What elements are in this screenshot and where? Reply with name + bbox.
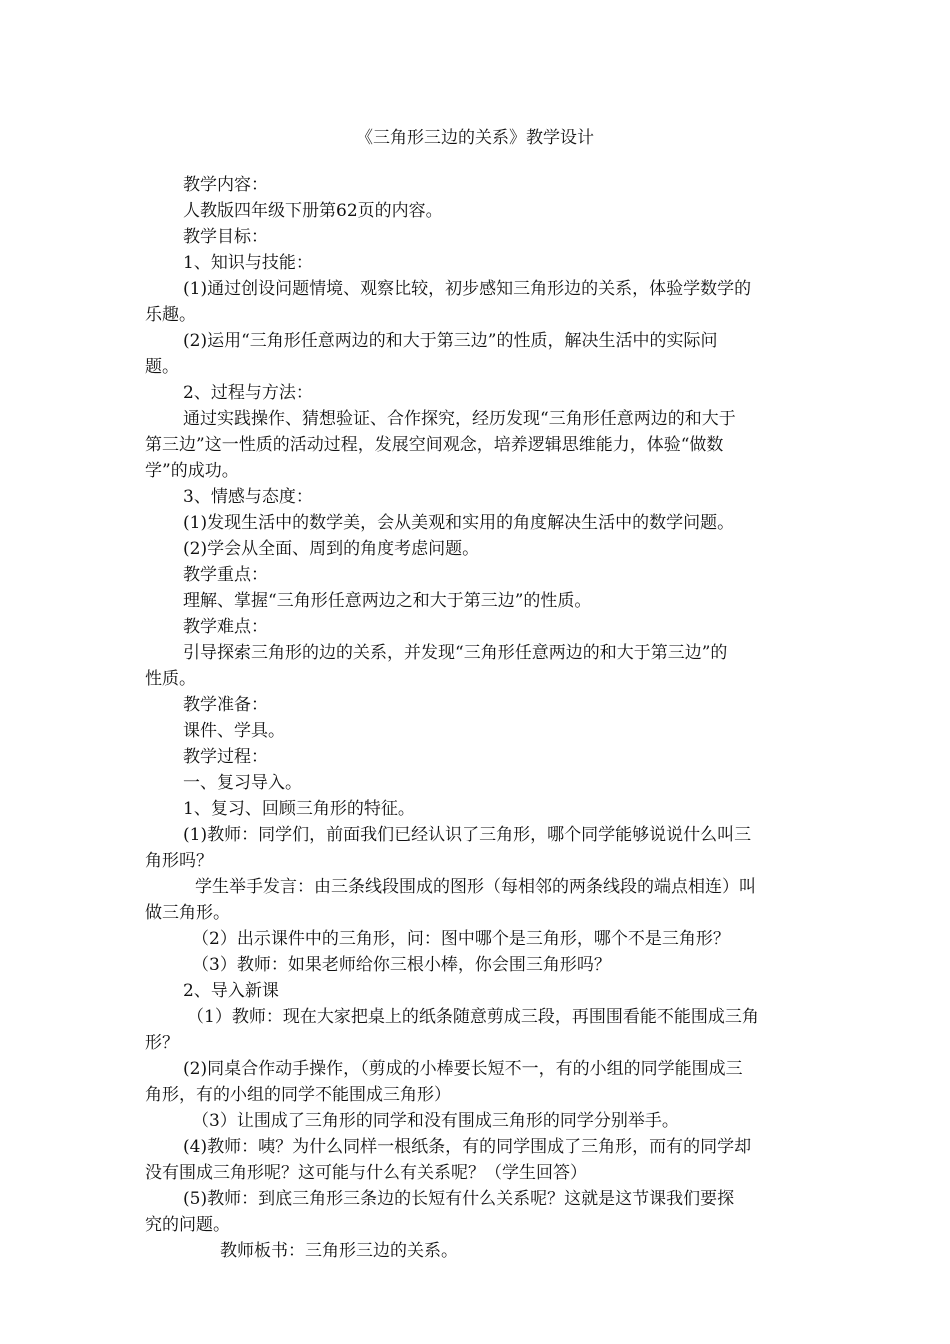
document-title: 《三角形三边的关系》教学设计	[356, 128, 594, 148]
paragraph-line: 题。	[145, 357, 179, 377]
paragraph-line: 第三边”这一性质的活动过程，发展空间观念，培养逻辑思维能力，体验“做数	[145, 435, 724, 455]
paragraph-line: (2)同桌合作动手操作，（剪成的小棒要长短不一，有的小组的同学能围成三	[183, 1059, 743, 1079]
paragraph-line: (1)发现生活中的数学美，会从美观和实用的角度解决生活中的数学问题。	[183, 513, 735, 533]
paragraph-line: 1、复习、回顾三角形的特征。	[183, 799, 415, 819]
document-body	[145, 172, 810, 1264]
paragraph-line: 形？	[145, 1033, 179, 1053]
blackboard-note: 教师板书：三角形三边的关系。	[220, 1241, 458, 1261]
heading-teaching-content: 教学内容：	[183, 175, 268, 195]
paragraph-line: 理解、掌握“三角形任意两边之和大于第三边”的性质。	[183, 591, 592, 611]
subheading-emotion-attitude: 3、情感与态度：	[183, 487, 313, 507]
paragraph-line: （1）教师：现在大家把桌上的纸条随意剪成三段，再围围看能不能围成三角	[187, 1007, 759, 1027]
heading-preparation: 教学准备：	[183, 695, 268, 715]
subheading-process-method: 2、过程与方法：	[183, 383, 313, 403]
paragraph-line: (5)教师：到底三角形三条边的长短有什么关系呢？这就是这节课我们要探	[183, 1189, 735, 1209]
heading-teaching-process: 教学过程：	[183, 747, 268, 767]
paragraph-line: 究的问题。	[145, 1215, 230, 1235]
paragraph-line: (1)教师：同学们，前面我们已经认识了三角形，哪个同学能够说说什么叫三	[183, 825, 752, 845]
paragraph-line: 乐趣。	[145, 305, 196, 325]
paragraph-line: 角形吗？	[145, 851, 213, 871]
paragraph-line: （2）出示课件中的三角形，问：图中哪个是三角形，哪个不是三角形？	[192, 929, 730, 949]
paragraph-line: 角形，有的小组的同学不能围成三角形）	[145, 1085, 451, 1105]
paragraph-line: 性质。	[145, 669, 196, 689]
heading-key-points: 教学重点：	[183, 565, 268, 585]
paragraph-line: 课件、学具。	[183, 721, 285, 741]
paragraph-line: (4)教师：咦？为什么同样一根纸条，有的同学围成了三角形，而有的同学却	[183, 1137, 752, 1157]
paragraph-line: (2)学会从全面、周到的角度考虑问题。	[183, 539, 480, 559]
paragraph-line: 学生举手发言：由三条线段围成的图形（每相邻的两条线段的端点相连）叫	[195, 877, 756, 897]
paragraph-line: 人教版四年级下册第62页的内容。	[183, 201, 443, 221]
subheading-knowledge-skills: 1、知识与技能：	[183, 253, 313, 273]
paragraph-line: 没有围成三角形呢？这可能与什么有关系呢？（学生回答）	[145, 1163, 587, 1183]
heading-teaching-goals: 教学目标：	[183, 227, 268, 247]
paragraph-line: （3）教师：如果老师给你三根小棒，你会围三角形吗？	[192, 955, 611, 975]
paragraph-line: 学”的成功。	[145, 461, 239, 481]
subheading-review: 一、复习导入。	[183, 773, 302, 793]
paragraph-line: 引导探索三角形的边的关系，并发现“三角形任意两边的和大于第三边”的	[183, 643, 728, 663]
heading-difficulties: 教学难点：	[183, 617, 268, 637]
paragraph-line: （3）让围成了三角形的同学和没有围成三角形的同学分别举手。	[192, 1111, 679, 1131]
paragraph-line: 做三角形。	[145, 903, 230, 923]
paragraph-line: (2)运用“三角形任意两边的和大于第三边”的性质，解决生活中的实际问	[183, 331, 718, 351]
paragraph-line: (1)通过创设问题情境、观察比较，初步感知三角形边的关系，体验学数学的	[183, 279, 752, 299]
subheading-new-lesson: 2、导入新课	[183, 981, 279, 1001]
paragraph-line: 通过实践操作、猜想验证、合作探究，经历发现“三角形任意两边的和大于	[183, 409, 736, 429]
